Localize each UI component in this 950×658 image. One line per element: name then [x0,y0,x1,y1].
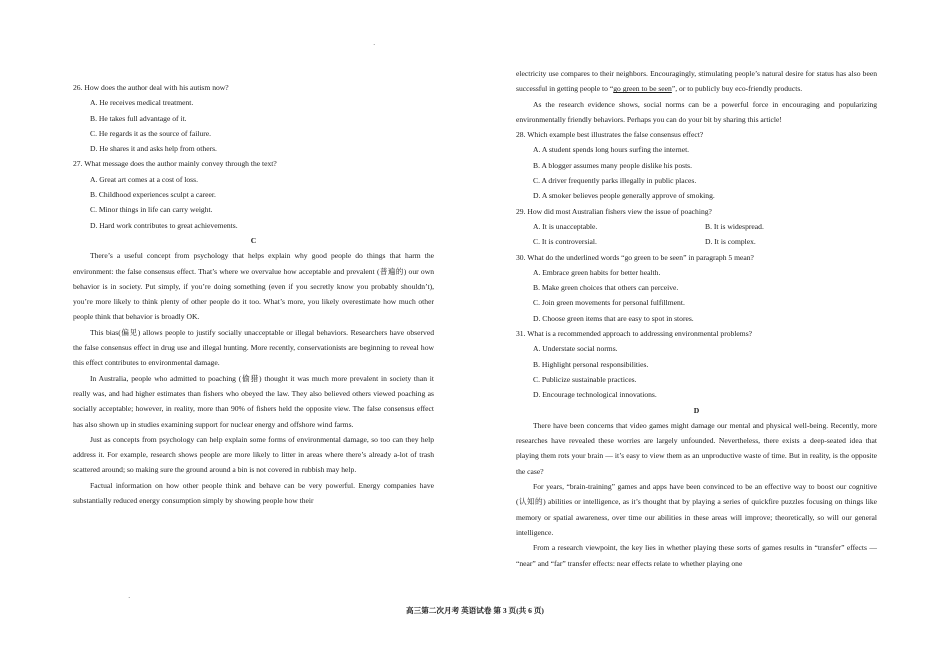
option: B. A blogger assumes many people dislike his posts. [533,160,693,170]
passage-paragraph: Just as concepts from psychology can help explain some forms of environmental damage, so too can they help address it. For example, research shows people are more likely to litter in areas where there’s already a-lot of trash scattered around; so making sure the ground around a bin is not covered in rubbish may help. [73,434,434,475]
passage-paragraph: Factual information on how other people think and behave can be very powerful. Energy companies have substantially reduced energy consumption simply by showing people how their [73,480,434,506]
option-row [533,234,877,249]
page-mark-top: · [373,41,376,49]
text-run: electricity use compares to their neighbors. Encouragingly, stimulating people’s natural desire for status has also been successful in getting people to “ [516,69,877,94]
passage-paragraph: There have been concerns that video games might damage our mental and physical well-being. Recently, more researches have revealed these worries are largely unfounded. Nevertheless, there exists a deep-seated idea that playing them rots your brain — it’s easy to view them as an unproductive waste of time. But in reality, is the opposite the case? [516,420,877,476]
option: A. Understate social norms. [533,344,618,354]
option: A. A student spends long hours surfing the internet. [533,145,690,155]
option: B. Make green choices that others can perceive. [533,283,679,293]
option-row [533,219,877,234]
option: D. Hard work contributes to great achievements. [90,220,238,230]
question-27: 27. What message does the author mainly convey through the text? [73,159,277,169]
option: A. Embrace green habits for better health. [533,267,661,277]
option: C. He regards it as the source of failure. [90,128,212,138]
option: B. Childhood experiences sculpt a career. [90,190,216,200]
option: D. Choose green items that are easy to spot in stores. [533,313,694,323]
text-run: ”, or to publicly buy eco-friendly products. [671,84,803,94]
option: B. It is widespread. [705,221,764,231]
right-column [516,66,877,571]
question-31: 31. What is a recommended approach to addressing environmental problems? [516,329,753,339]
passage-paragraph-continued [516,66,877,97]
option: C. Publicize sustainable practices. [533,374,637,384]
option: C. It is controversial. [533,237,597,247]
section-heading-c: C [250,235,257,245]
option: A. Great art comes at a cost of loss. [90,174,198,184]
option: C. Join green movements for personal fulfillment. [533,298,685,308]
question-30: 30. What do the underlined words “go green to be seen” in paragraph 5 mean? [516,252,754,262]
option: A. He receives medical treatment. [90,98,194,108]
passage-paragraph: For years, “brain-training” games and apps have been convinced to be an effective way to boost our cognitive (认知的) abilities or intelligence, as it’s thought that by playing a series of quickfire puzzles focusing on things like memory or spatial awareness, over time our abilities in these areas will improve; theoretically, so will our general intelligence. [516,482,877,537]
question-28: 28. Which example best illustrates the false consensus effect? [516,130,704,140]
option: D. A smoker believes people generally approve of smoking. [533,191,715,201]
passage-paragraph: There’s a useful concept from psychology that helps explain why good people do things that harm the environment: the false consensus effect. That’s where we overvalue how acceptable and prevalent (普遍的) our own behavior is in society. Put simply, if you’re doing something (even if you secretly know you probably shouldn’t), you’re more likely to think plenty of other people do it too. What’s more, you likely overestimate how much other people think that behavior is broadly OK. [73,251,434,322]
option: B. Highlight personal responsibilities. [533,359,649,369]
question-26: 26. How does the author deal with his autism now? [73,83,229,92]
passage-paragraph: As the research evidence shows, social norms can be a powerful force in encouraging and popularizing environmentally friendly behaviors. Perhaps you can do your bit by sharing this article! [516,99,877,124]
question-29: 29. How did most Australian fishers view the issue of poaching? [516,206,712,216]
passage-paragraph: This bias(偏见) allows people to justify socially unacceptable or illegal behaviors. Researchers have observed the false consensus effect in drug use and illegal hunting. More recently, conservationists are beginning to reveal how this effect contributes to environmental damage. [73,327,434,368]
page-footer: 高三第二次月考 英语试卷 第 3 页(共 6 页) [406,606,544,615]
left-column [73,80,434,508]
option: D. It is complex. [705,237,756,247]
option: D. Encourage technological innovations. [533,390,657,400]
passage-paragraph: From a research viewpoint, the key lies in whether playing these sorts of games results in “transfer” effects — “near” and “far” transfer effects: near effects relate to whether playing one [516,543,877,568]
section-heading-d: D [693,405,700,415]
passage-paragraph: In Australia, people who admitted to poaching (偷猎) thought it was much more prevalent in society than it really was, and had higher estimates than fishers who obeyed the law. They also believed others viewed poaching as socially acceptable; however, in reality, more than 90% of fishers held the opposite view. The false consensus effect has also shown up in studies examining support for nuclear energy and offshore wind farms. [73,373,434,429]
page-mark-bottom: · [128,594,131,602]
option: D. He shares it and asks help from others. [90,144,217,154]
option: A. It is unacceptable. [533,221,598,231]
option: C. A driver frequently parks illegally in public places. [533,176,697,186]
option: C. Minor things in life can carry weight. [90,205,213,215]
option: B. He takes full advantage of it. [90,113,187,123]
underlined-phrase: go green to be seen [613,84,672,94]
